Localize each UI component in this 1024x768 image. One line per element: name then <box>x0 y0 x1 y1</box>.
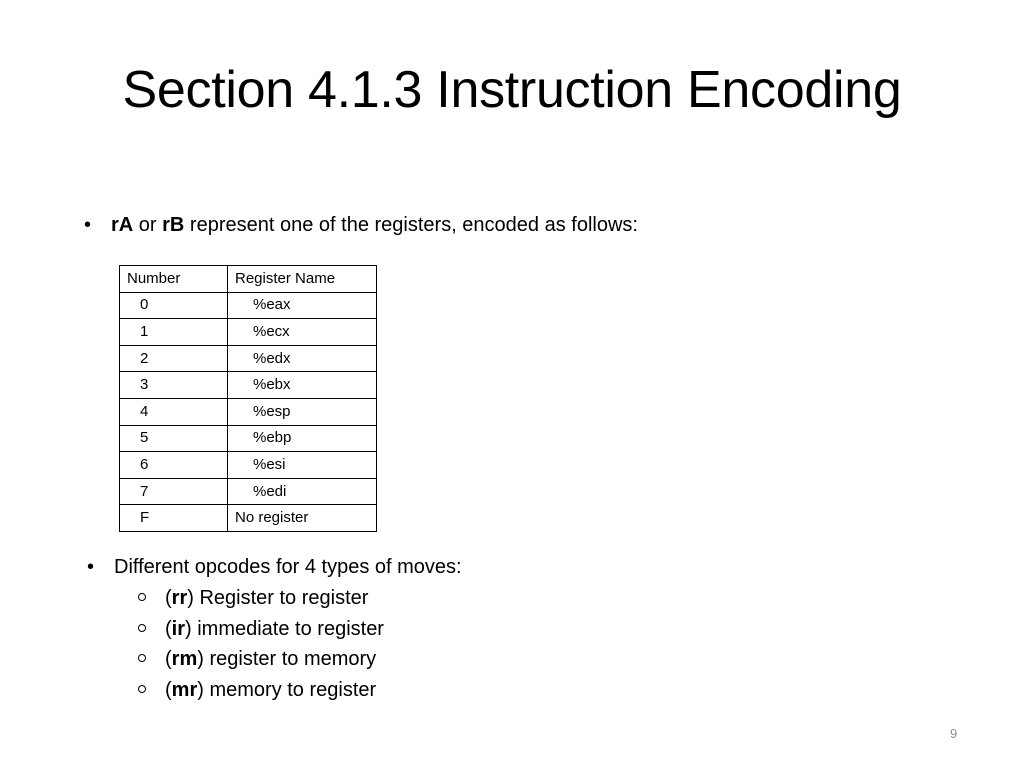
register-name: %edx <box>228 345 377 372</box>
opcode-code: rr <box>171 587 188 609</box>
page-number: 9 <box>950 726 958 741</box>
register-number: F <box>120 505 228 532</box>
register-name: %ebx <box>228 372 377 399</box>
bullet-dot: • <box>87 556 95 578</box>
bullet-opcodes <box>87 555 462 579</box>
table-row <box>120 452 377 479</box>
opcode-desc: ) Register to register <box>187 587 369 609</box>
opcode-code: mr <box>171 679 198 702</box>
bullet-registers <box>84 213 638 237</box>
register-name: %esp <box>228 398 377 425</box>
opcode-code: rm <box>171 648 198 671</box>
list-item: (ir) immediate to register <box>165 617 384 648</box>
register-name: %esi <box>228 452 377 479</box>
table-row <box>120 319 377 346</box>
opcode-desc: ) register to memory <box>197 648 377 671</box>
table-row <box>120 372 377 399</box>
register-number: 1 <box>120 319 228 346</box>
opcode-code: ir <box>171 617 186 640</box>
table-row <box>120 478 377 505</box>
header-number: Number <box>120 266 228 293</box>
list-item: (rr) Register to register <box>165 586 384 617</box>
table-row <box>120 345 377 372</box>
or-text: or <box>133 214 163 236</box>
table-row <box>120 425 377 452</box>
header-register-name: Register Name <box>228 266 377 293</box>
register-number: 3 <box>120 372 228 399</box>
bullet-dot: • <box>84 214 92 236</box>
circle-bullet-icon <box>138 654 146 662</box>
table-header-row <box>120 266 377 293</box>
register-name: %eax <box>228 292 377 319</box>
register-name: %edi <box>228 478 377 505</box>
register-number: 6 <box>120 452 228 479</box>
list-item: (mr) memory to register <box>165 678 384 709</box>
list-item: (rm) register to memory <box>165 647 384 678</box>
register-name: %ebp <box>228 425 377 452</box>
register-number: 7 <box>120 478 228 505</box>
table-row <box>120 398 377 425</box>
register-table <box>119 265 377 532</box>
move-types-list <box>165 586 384 709</box>
table-row <box>120 505 377 532</box>
table-row <box>120 292 377 319</box>
rb-label: rB <box>162 214 185 236</box>
ra-label: rA <box>111 214 134 236</box>
circle-bullet-icon <box>138 685 146 693</box>
bullet-opcodes-text: Different opcodes for 4 types of moves: <box>114 556 462 578</box>
register-name: No register <box>228 505 377 532</box>
register-number: 0 <box>120 292 228 319</box>
opcode-desc: ) immediate to register <box>185 617 384 640</box>
register-number: 5 <box>120 425 228 452</box>
slide-title: Section 4.1.3 Instruction Encoding <box>122 61 902 119</box>
circle-bullet-icon <box>138 593 146 601</box>
bullet-registers-text: represent one of the registers, encoded as follows: <box>184 214 638 236</box>
register-number: 2 <box>120 345 228 372</box>
circle-bullet-icon <box>138 624 146 632</box>
register-number: 4 <box>120 398 228 425</box>
opcode-desc: ) memory to register <box>197 679 377 702</box>
register-name: %ecx <box>228 319 377 346</box>
